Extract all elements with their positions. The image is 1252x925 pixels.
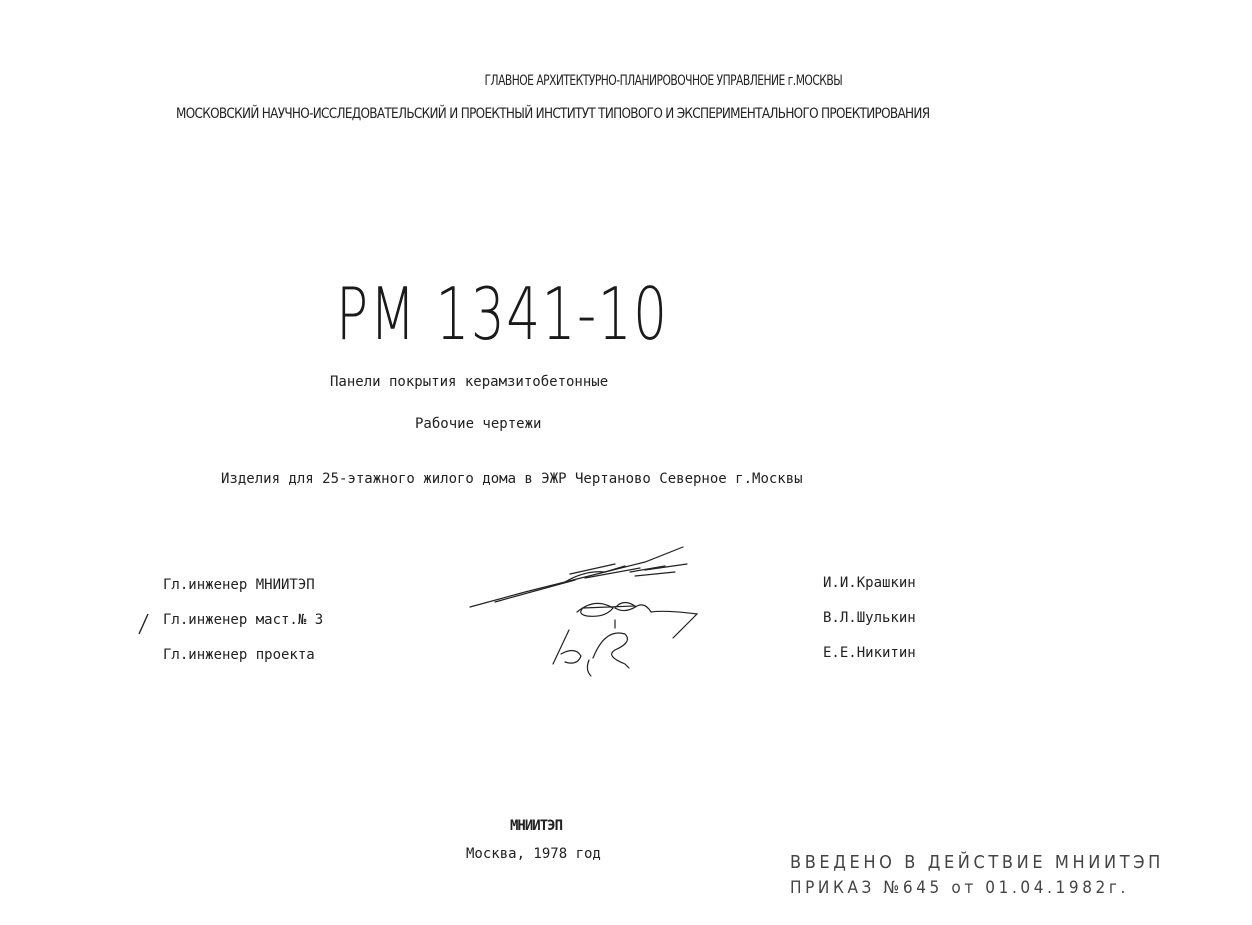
- name-chief-engineer: И.И.Крашкин: [823, 575, 916, 591]
- name-workshop-engineer: В.Л.Шулькин: [823, 610, 916, 626]
- organization-name: МНИИТЭП: [510, 818, 563, 834]
- enactment-stamp-line1: ВВЕДЕНО В ДЕЙСТВИЕ МНИИТЭП: [790, 852, 1164, 873]
- document-subtitle: Панели покрытия керамзитобетонные: [330, 374, 609, 390]
- role-chief-engineer: Гл.инженер МНИИТЭП: [163, 577, 315, 593]
- name-project-engineer: Е.Е.Никитин: [823, 645, 916, 661]
- handwritten-signatures: [465, 542, 715, 677]
- document-code: РМ 1341-10: [336, 272, 669, 356]
- document-products: Изделия для 25-этажного жилого дома в ЭЖР Чертаново Северное г.Москвы: [221, 471, 803, 487]
- role-workshop-engineer: Гл.инженер маст.№ 3: [163, 612, 324, 628]
- document-type: Рабочие чертежи: [415, 416, 542, 432]
- city-year: Москва, 1978 год: [466, 846, 601, 862]
- role-project-engineer: Гл.инженер проекта: [163, 647, 315, 663]
- enactment-stamp-line2: ПРИКАЗ №645 от 01.04.1982г.: [790, 878, 1130, 898]
- institute-header: МОСКОВСКИЙ НАУЧНО-ИССЛЕДОВАТЕЛЬСКИЙ И ПРОЕКТНЫЙ ИНСТИТУТ ТИПОВОГО И ЭКСПЕРИМЕНТАЛЬНОГО ПРОЕКТИРОВАНИЯ: [176, 106, 930, 122]
- ministry-header: ГЛАВНОЕ АРХИТЕКТУРНО-ПЛАНИРОВОЧНОЕ УПРАВЛЕНИЕ г.МОСКВЫ: [484, 73, 843, 89]
- slash-mark: [136, 612, 150, 636]
